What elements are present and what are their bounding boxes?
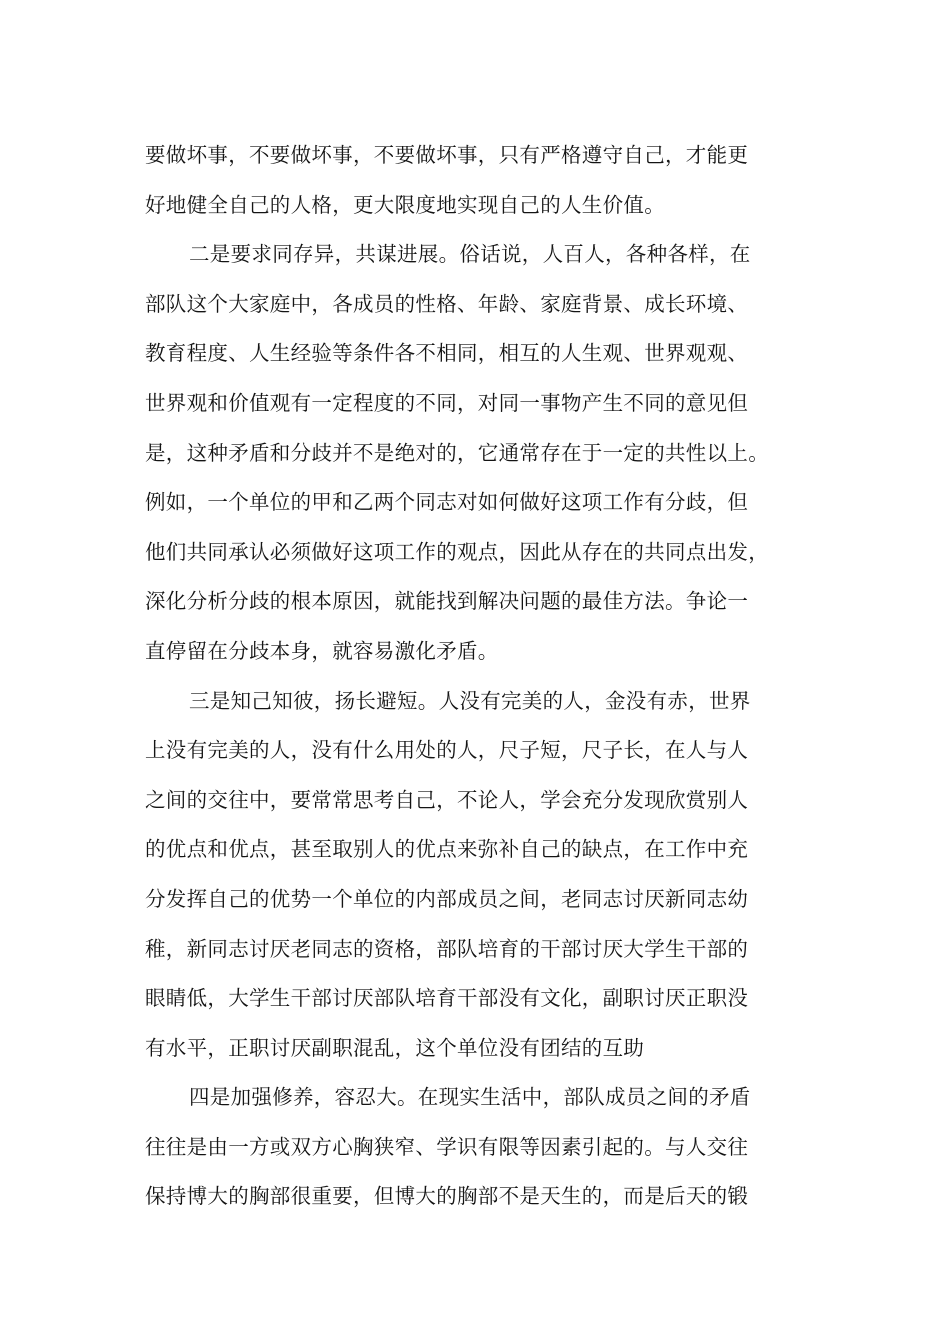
text-line: 分发挥自己的优势一个单位的内部成员之间，老同志讨厌新同志幼: [145, 886, 749, 911]
text-line: 直停留在分歧本身，就容易激化矛盾。: [145, 638, 499, 663]
text-line: 保持博大的胸部很重要，但博大的胸部不是天生的，而是后天的锻: [145, 1184, 749, 1209]
text-line: 之间的交往中，要常常思考自己，不论人，学会充分发现欣赏别人: [145, 787, 749, 812]
text-line: 深化分析分歧的根本原因，就能找到解决问题的最佳方法。争论一: [145, 589, 749, 614]
paragraph-3: [145, 677, 825, 1074]
text-line: 要做坏事，不要做坏事，不要做坏事，只有严格遵守自己，才能更: [145, 143, 749, 167]
paragraph-2: [145, 230, 825, 676]
paragraph-4: [145, 1073, 825, 1222]
text-line: 世界观和价值观有一定程度的不同，对同一事物产生不同的意见但: [145, 390, 749, 415]
paragraph-1: [145, 131, 825, 230]
text-line: 三是知己知彼，扬长避短。人没有完美的人，金没有赤，世界: [189, 688, 751, 713]
text-line: 例如，一个单位的甲和乙两个同志对如何做好这项工作有分歧，但: [145, 490, 749, 515]
text-line: 他们共同承认必须做好这项工作的观点，因此从存在的共同点出发，: [145, 539, 769, 564]
text-line: 部队这个大家庭中，各成员的性格、年龄、家庭背景、成长环境、: [145, 291, 749, 316]
text-line: 稚，新同志讨厌老同志的资格，部队培育的干部讨厌大学生干部的: [145, 936, 749, 961]
text-line: 上没有完美的人，没有什么用处的人，尺子短，尺子长，在人与人: [145, 738, 749, 763]
text-line: 眼睛低，大学生干部讨厌部队培育干部没有文化，副职讨厌正职没: [145, 986, 749, 1011]
document-body: [145, 131, 825, 1222]
text-line: 教育程度、人生经验等条件各不相同，相互的人生观、世界观观、: [145, 341, 749, 366]
text-line: 二是要求同存异，共谋进展。俗话说，人百人，各种各样，在: [189, 242, 751, 267]
text-line: 的优点和优点，甚至取别人的优点来弥补自己的缺点，在工作中充: [145, 837, 749, 862]
text-line: 有水平，正职讨厌副职混乱，这个单位没有团结的互助: [145, 1035, 645, 1060]
text-line: 是，这种矛盾和分歧并不是绝对的，它通常存在于一定的共性以上。: [145, 440, 769, 465]
text-line: 往往是由一方或双方心胸狭窄、学识有限等因素引起的。与人交往: [145, 1134, 749, 1159]
text-line: 好地健全自己的人格，更大限度地实现自己的人生价值。: [145, 192, 665, 217]
text-line: 四是加强修养，容忍大。在现实生活中，部队成员之间的矛盾: [189, 1085, 751, 1110]
